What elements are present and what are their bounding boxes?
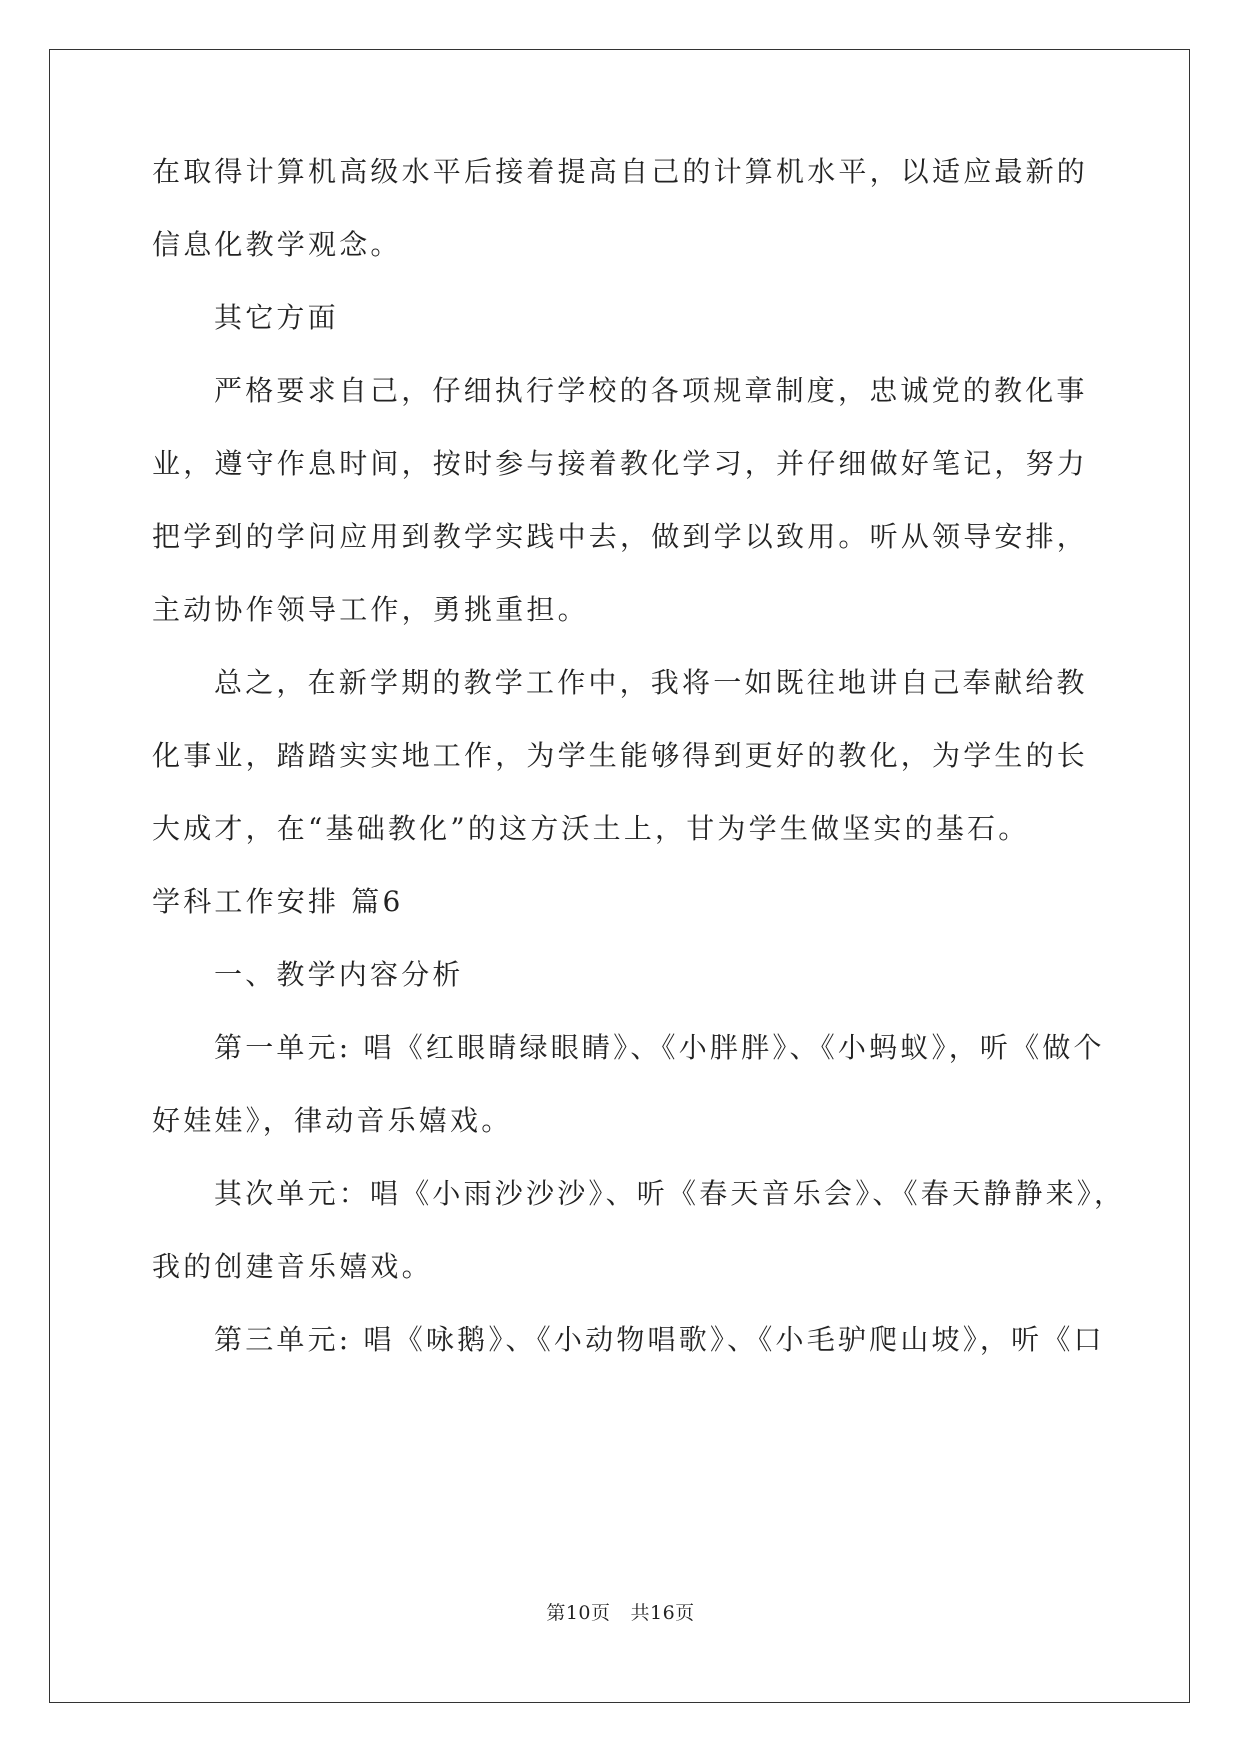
text-line: 第三单元: 唱《咏鹅》、《小动物唱歌》、《小毛驴爬山坡》，听《口 xyxy=(214,1323,1105,1356)
text-line: 大成才，在“基础教化”的这方沃土上，甘为学生做坚实的基石。 xyxy=(152,812,1030,845)
text-line: 总之，在新学期的教学工作中，我将一如既往地讲自己奉献给教 xyxy=(214,666,1088,699)
text-line: 其次单元：唱《小雨沙沙沙》、听《春天音乐会》、《春天静静来》， xyxy=(214,1177,1126,1210)
section-heading: 一、教学内容分析 xyxy=(214,958,464,991)
page-footer xyxy=(0,1598,1241,1625)
text-line: 把学到的学问应用到教学实践中去，做到学以致用。听从领导安排， xyxy=(152,520,1089,553)
text-line: 业，遵守作息时间，按时参与接着教化学习，并仔细做好笔记，努力 xyxy=(152,447,1089,480)
current-page-number: 第10页 xyxy=(546,1602,611,1624)
section-heading: 其它方面 xyxy=(214,301,339,334)
text-line: 我的创建音乐嬉戏。 xyxy=(152,1250,433,1283)
text-line: 在取得计算机高级水平后接着提高自己的计算机水平，以适应最新的 xyxy=(152,155,1089,188)
text-line: 信息化教学观念。 xyxy=(152,228,402,261)
article-title: 学科工作安排 篇6 xyxy=(152,885,404,918)
text-line: 化事业，踏踏实实地工作，为学生能够得到更好的教化，为学生的长 xyxy=(152,739,1089,772)
text-line: 严格要求自己，仔细执行学校的各项规章制度，忠诚党的教化事 xyxy=(214,374,1088,407)
text-line: 好娃娃》，律动音乐嬉戏。 xyxy=(152,1104,513,1137)
text-line: 第一单元: 唱《红眼睛绿眼睛》、《小胖胖》、《小蚂蚁》，听《做个 xyxy=(214,1031,1105,1064)
text-line: 主动协作领导工作，勇挑重担。 xyxy=(152,593,589,626)
total-page-count: 共16页 xyxy=(630,1602,695,1624)
